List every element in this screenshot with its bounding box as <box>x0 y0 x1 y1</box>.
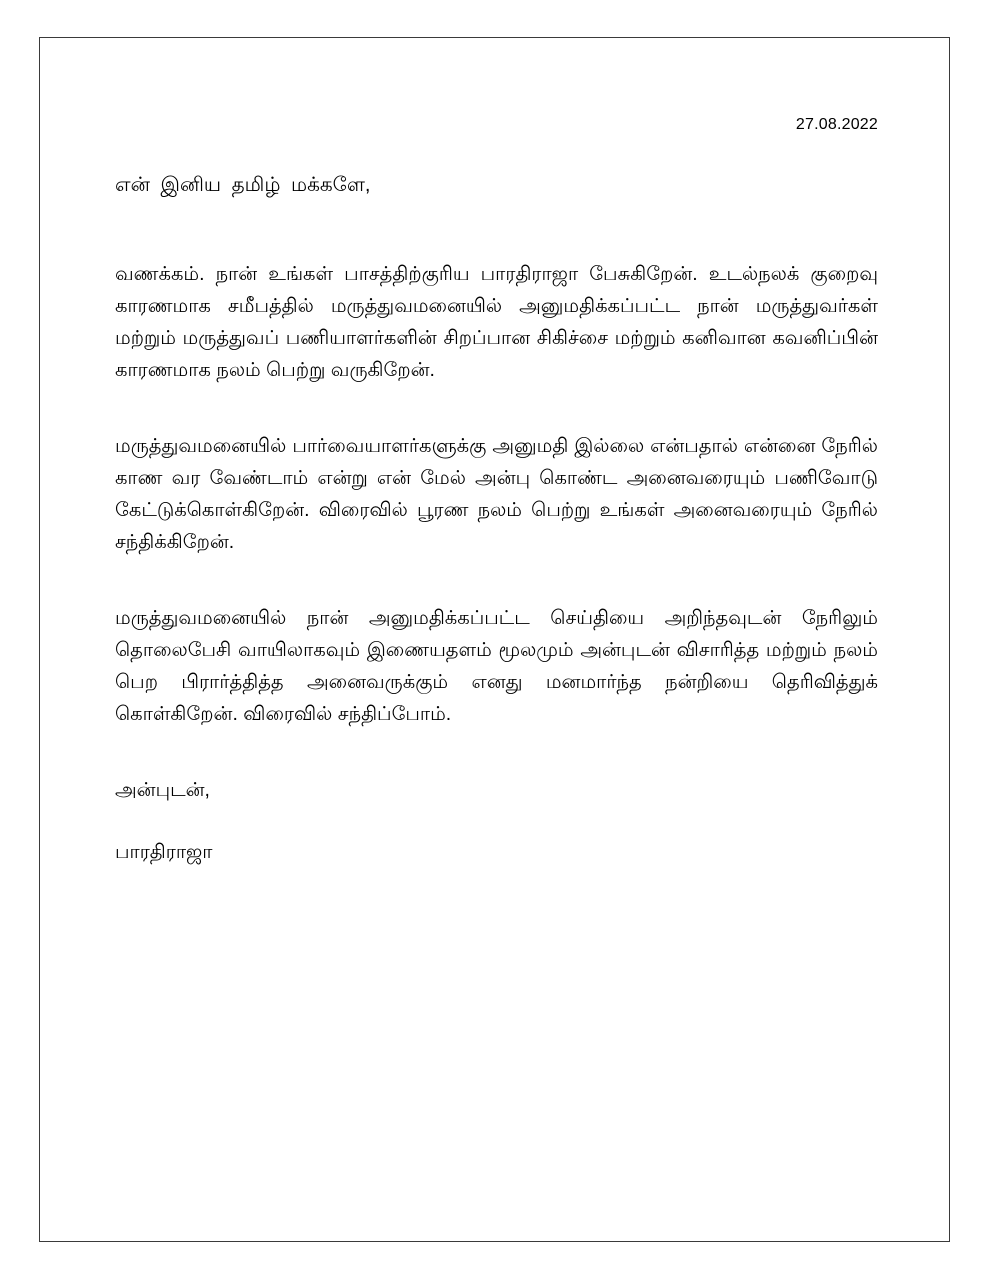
letter-page <box>39 37 950 1242</box>
letter-content <box>115 114 878 1198</box>
letter-paragraph: மருத்துவமனையில் நான் அனுமதிக்கப்பட்ட செய்தியை அறிந்தவுடன் நேரிலும் தொலைபேசி வாயிலாகவும் இணையதளம் மூலமும் அன்புடன் விசாரித்த மற்றும் நலம் பெற பிரார்த்தித்த அனைவருக்கும் எனது மனமார்ந்த நன்றியை தெரிவித்துக் கொள்கிறேன். விரைவில் சந்திப்போம். <box>115 607 878 725</box>
letter-date: 27.08.2022 <box>795 116 878 133</box>
letter-signature: பாரதிராஜா <box>115 841 213 863</box>
letter-paragraph: வணக்கம். நான் உங்கள் பாசத்திற்குரிய பாரதிராஜா பேசுகிறேன். உடல்நலக் குறைவு காரணமாக சமீபத்தில் மருத்துவமனையில் அனுமதிக்கப்பட்ட நான் மருத்துவர்கள் மற்றும் மருத்துவப் பணியாளர்களின் சிறப்பான சிகிச்சை மற்றும் கனிவான கவனிப்பின் காரணமாக நலம் பெற்று வருகிறேன். <box>115 263 878 381</box>
letter-closing: அன்புடன், <box>115 779 210 801</box>
letter-paragraph: மருத்துவமனையில் பார்வையாளர்களுக்கு அனுமதி இல்லை என்பதால் என்னை நேரில் காண வர வேண்டாம் என்று என் மேல் அன்பு கொண்ட அனைவரையும் பணிவோடு கேட்டுக்கொள்கிறேன். விரைவில் பூரண நலம் பெற்று உங்கள் அனைவரையும் நேரில் சந்திக்கிறேன். <box>115 435 878 553</box>
page-blank-area <box>115 868 878 1198</box>
letter-salutation: என் இனிய தமிழ் மக்களே, <box>115 174 371 196</box>
